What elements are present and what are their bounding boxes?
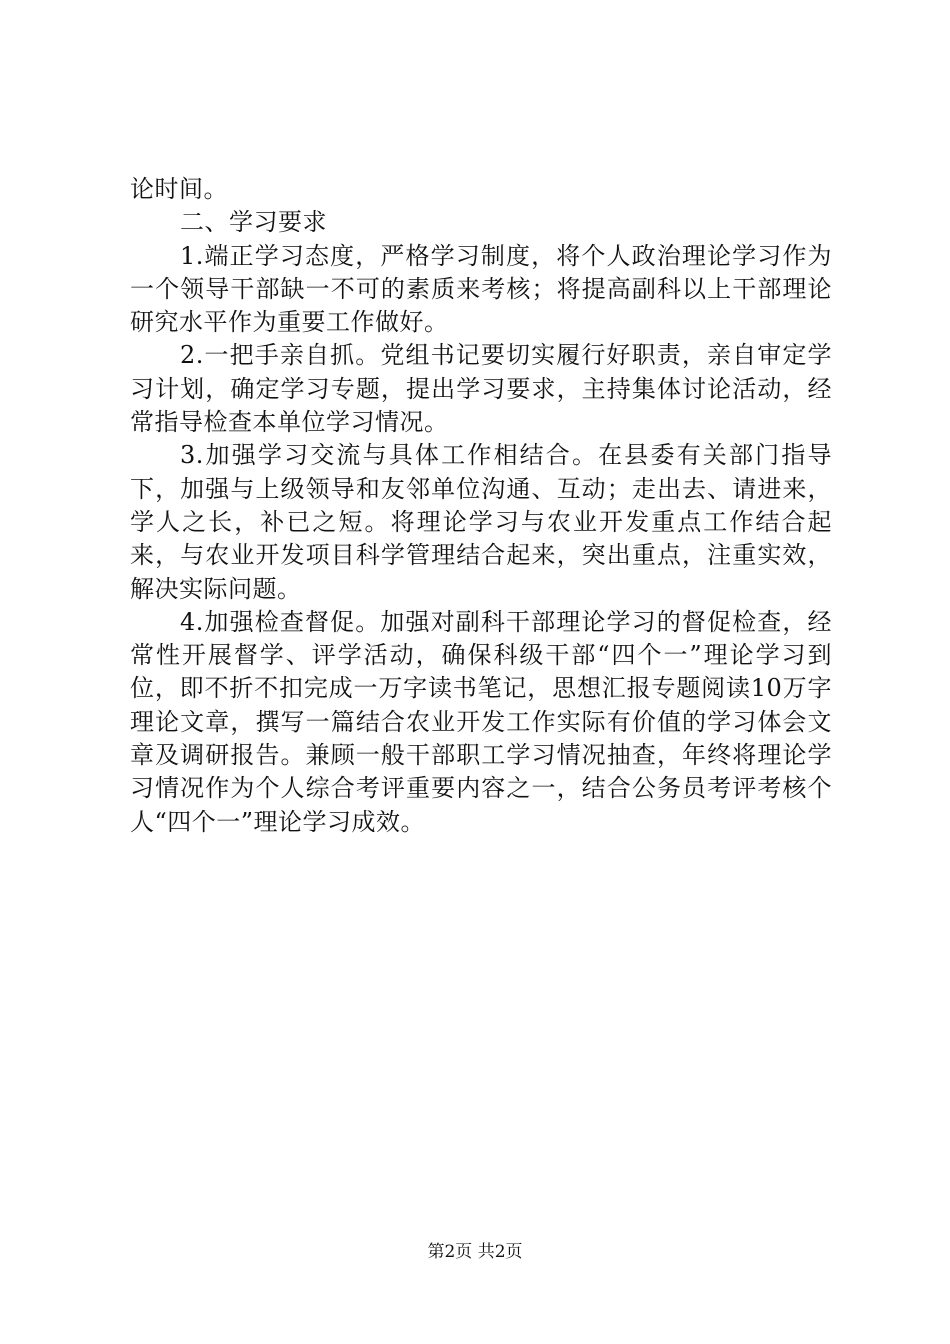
page-number: 第2页 共2页 (427, 1242, 523, 1262)
requirement-item-4: 4.加强检查督促。加强对副科干部理论学习的督促检查，经常性开展督学、评学活动，确保科级干部“四个一”理论学习到位，即不折不扣完成一万字读书笔记，思想汇报专题阅读10万字理论文章，撰写一篇结合农业开发工作实际有价值的学习体会文章及调研报告。兼顾一般干部职工学习情况抽查，年终将理论学习情况作为个人综合考评重要内容之一，结合公务员考评考核个人“四个一”理论学习成效。 (130, 607, 832, 836)
page-footer (0, 1241, 950, 1263)
requirement-item-3: 3.加强学习交流与具体工作相结合。在县委有关部门指导下，加强与上级领导和友邻单位沟通、互动；走出去、请进来，学人之长，补已之短。将理论学习与农业开发重点工作结合起来，与农业开发项目科学管理结合起来，突出重点，注重实效，解决实际问题。 (130, 441, 832, 603)
document-body (130, 173, 832, 839)
requirement-item-2: 2.一把手亲自抓。党组书记要切实履行好职责，亲自审定学习计划，确定学习专题，提出学习要求，主持集体讨论活动，经常指导检查本单位学习情况。 (130, 341, 832, 437)
requirement-item-1: 1.端正学习态度，严格学习制度，将个人政治理论学习作为一个领导干部缺一不可的素质来考核；将提高副科以上干部理论研究水平作为重要工作做好。 (130, 241, 832, 337)
section-heading: 二、学习要求 (180, 208, 327, 237)
continuation-paragraph: 论时间。 (130, 175, 228, 203)
